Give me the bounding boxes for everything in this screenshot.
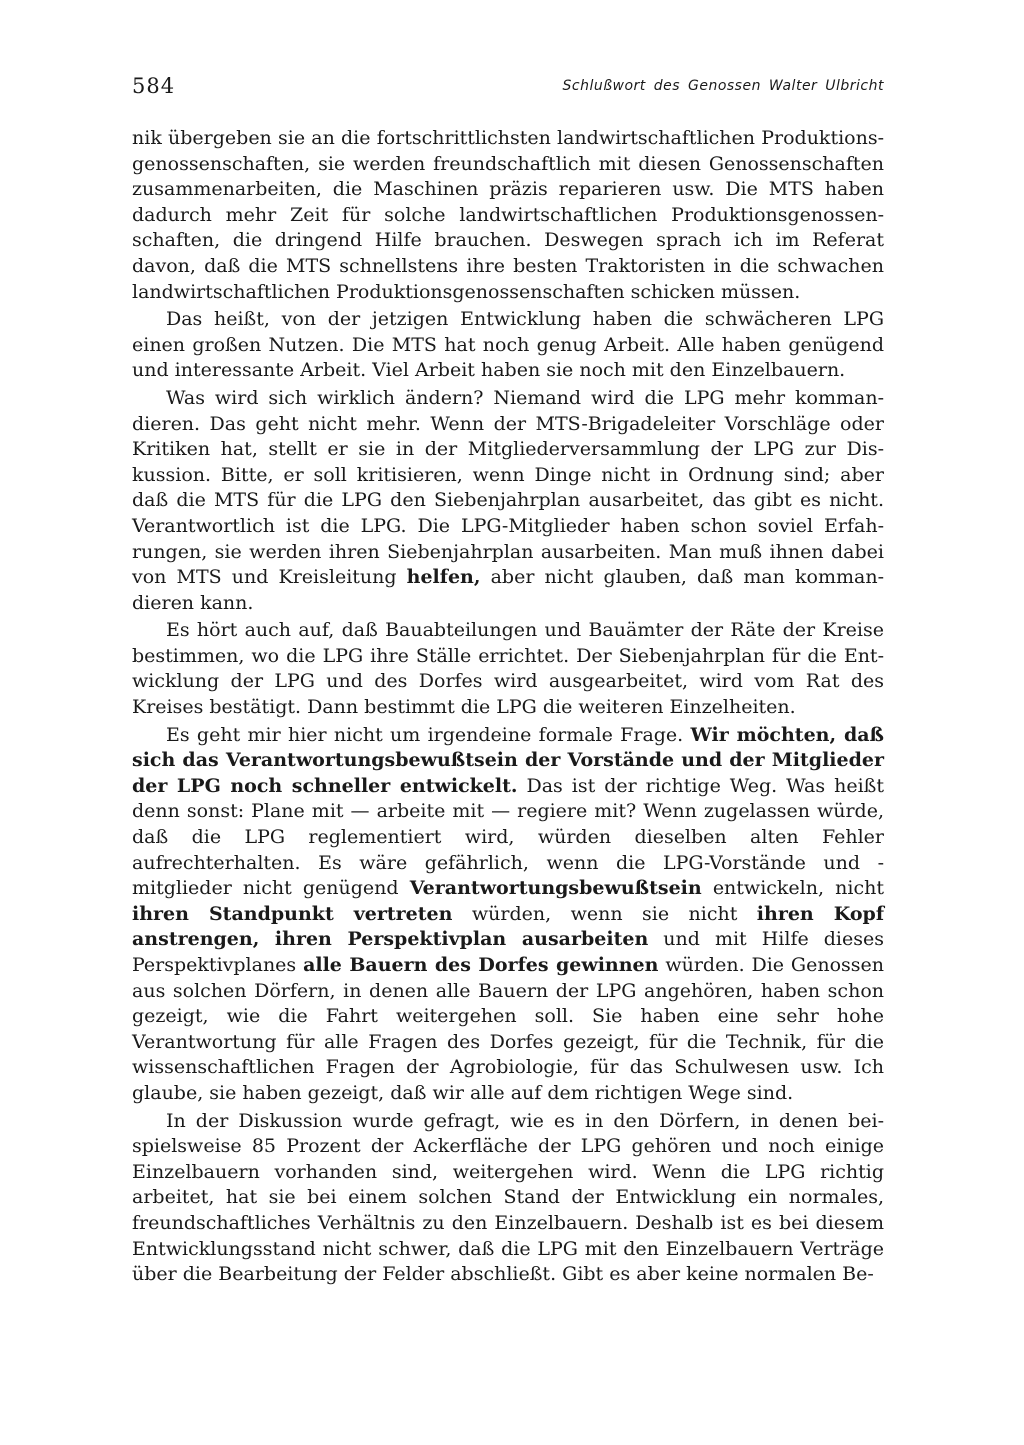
running-head: [132, 72, 884, 106]
paragraph-4: [132, 618, 884, 720]
text-segment: Was wird sich wirklich ändern? Niemand wird die LPG mehr kommandieren. Das geht nicht mehr. Wenn der MTS-Brigadeleiter Vorschläge oder Kritiken hat, stellt er sie in der Mitgliederversammlung der LPG zur Diskussion. Bitte, er soll kritisieren, wenn Dinge nicht in Ordnung sind; aber daß die MTS für die LPG den Siebenjahrplan ausarbeitet, das gibt es nicht. Verantwortlich ist die LPG. Die LPG-Mitglieder haben schon soviel Erfahrungen, sie werden ihren Siebenjahrplan ausarbeiten. Man muß ihnen dabei von MTS und Kreisleitung: [132, 386, 884, 589]
text-segment: In der Diskussion wurde gefragt, wie es in den Dörfern, in denen beispielsweise 85 Prozent der Ackerfläche der LPG gehören und noch einige Einzelbauern vorhanden sind, weitergehen wird. Wenn die LPG richtig arbeitet, hat sie bei einem solchen Stand der Entwicklung ein normales, freundschaftliches Verhältnis zu den Einzelbauern. Deshalb ist es bei diesem Entwicklungsstand nicht schwer, daß die LPG mit den Einzelbauern Verträge über die Bearbeitung der Felder abschließt. Gibt es aber keine normalen Be-: [132, 1109, 884, 1286]
emphasis-text: ihren Kopf anstrengen, ihren Perspektivplan ausarbeiten: [132, 902, 884, 951]
emphasis-text: Verantwortungsbewußtsein: [409, 877, 702, 900]
text-segment: würden, wenn sie nicht: [452, 902, 757, 925]
text-segment: würden. Die Genossen aus solchen Dörfern, in denen alle Bauern der LPG angehören, haben schon gezeigt, wie die Fahrt weitergehen soll. Sie haben eine sehr hohe Verantwortung für alle Fragen des Dorfes gezeigt, für die Technik, für die wissenschaftlichen Fragen der Agrobiologie, für das Schulwesen usw. Ich glaube, sie haben gezeigt, daß wir alle auf dem richtigen Wege sind.: [132, 954, 884, 1104]
text-segment: und mit Hilfe dieses Perspektivplanes: [132, 928, 884, 976]
body-text: [132, 126, 884, 1288]
text-segment: entwickeln, nicht: [701, 877, 884, 900]
text-segment: nik übergeben sie an die fortschrittlichsten landwirtschaftlichen Produktionsgenossenschaften, sie werden freundschaftlich mit diesen Genossenschaften zusammenarbeiten, die Maschinen präzis reparieren usw. Die MTS haben dadurch mehr Zeit für solche landwirtschaftlichen Produktionsgenossenschaften, die dringend Hilfe brauchen. Deswegen sprach ich im Referat davon, daß die MTS schnellstens ihre besten Traktoristen in die schwachen landwirtschaftlichen Produktionsgenossenschaften schicken müssen.: [132, 127, 884, 303]
running-title: Schlußwort des Genossen Walter Ulbricht: [562, 78, 884, 94]
text-segment: aber nicht glauben, daß man kommandieren kann.: [132, 566, 884, 614]
text-segment: Es hört auch auf, daß Bauabteilungen und Bauämter der Räte der Kreise bestimmen, wo die LPG ihre Ställe errichtet. Der Siebenjahrplan für die Entwicklung der LPG und des Dorfes wird ausgearbeitet, wird vom Rat des Kreises bestätigt. Dann bestimmt die LPG die weiteren Einzelheiten.: [132, 619, 884, 719]
text-segment: Das ist der richtige Weg. Was heißt denn sonst: Plane mit — arbeite mit — regiere mit? Wenn zugelassen würde, daß die LPG reglementiert wird, würden dieselben alten Fehler aufrechterhalten. Es wäre gefährlich, wenn die LPG-Vorstände und -mitglieder nicht genügend: [132, 774, 884, 900]
paragraph-5: [132, 723, 884, 1107]
emphasis-text: helfen,: [406, 566, 481, 589]
book-page: [132, 72, 884, 1288]
paragraph-3: [132, 386, 884, 616]
paragraph-2: [132, 307, 884, 384]
paragraph-1: [132, 126, 884, 305]
emphasis-text: ihren Standpunkt vertreten: [132, 902, 453, 925]
text-segment: Es geht mir hier nicht um irgendeine formale Frage.: [166, 723, 691, 746]
text-segment: Das heißt, von der jetzigen Entwicklung haben die schwächeren LPG einen großen Nutzen. Die MTS hat noch genug Arbeit. Alle haben genügend und interessante Arbeit. Viel Arbeit haben sie noch mit den Einzelbauern.: [132, 308, 884, 382]
emphasis-text: alle Bauern des Dorfes gewinnen: [303, 954, 659, 976]
page-number: 584: [132, 74, 176, 98]
emphasis-text: Wir möchten, daß sich das Verantwortungsbewußtsein der Vorstände und der Mitglieder der LPG noch schneller entwickelt.: [132, 723, 884, 797]
paragraph-6: [132, 1109, 884, 1288]
